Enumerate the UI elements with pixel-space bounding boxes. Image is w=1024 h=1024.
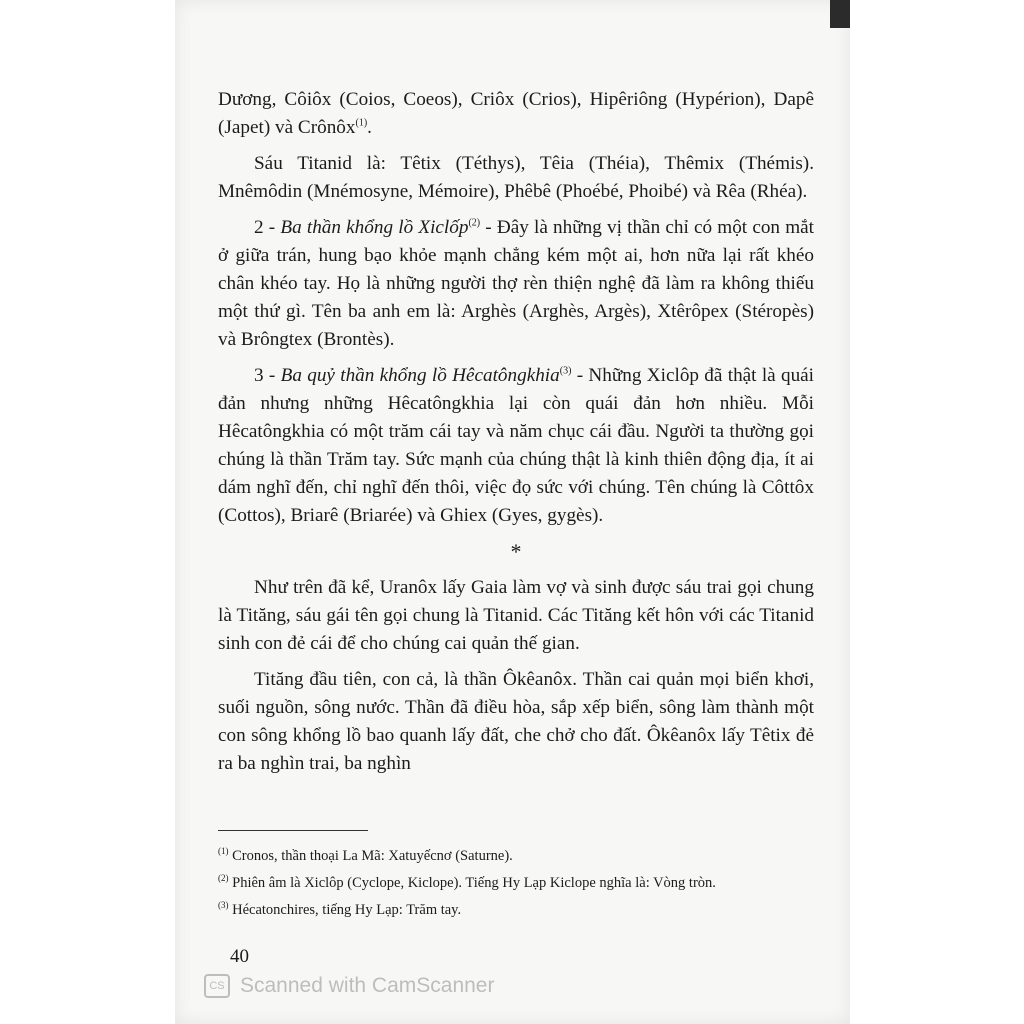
footnote-text: Hécatonchires, tiếng Hy Lạp: Trăm tay.: [228, 901, 462, 918]
text-run: *: [510, 539, 522, 564]
footnote: [218, 895, 814, 920]
footnote-ref: (1): [355, 117, 368, 129]
footnote-text: Cronos, thần thoại La Mã: Xatuyếcnơ (Saturne).: [228, 847, 513, 864]
footnote-mark: (3): [218, 899, 229, 910]
footnote-ref: (2): [468, 217, 481, 229]
text-run: Dương, Côiôx (Coios, Coeos), Criôx (Crios), Hipêriông (Hypérion), Dapê (Japet) và Crônôx: [218, 89, 814, 138]
section-heading: Ba quỷ thần khổng lồ Hêcatôngkhia: [280, 365, 560, 386]
page-number: 40: [230, 946, 249, 967]
paragraph: [218, 214, 814, 354]
footnote-text: Phiên âm là Xiclôp (Cyclope, Kiclope). Tiếng Hy Lạp Kiclope nghĩa là: Vòng tròn.: [228, 874, 716, 891]
background-right: [850, 0, 1024, 1024]
background-left: [0, 0, 175, 1024]
text-run: 2 -: [254, 217, 281, 238]
footnote-mark: (2): [218, 872, 229, 883]
text-run: Như trên đã kể, Uranôx lấy Gaia làm vợ và sinh được sáu trai gọi chung là Tităng, sáu gái tên gọi chung là Titanid. Các Tităng kết hôn với các Titanid sinh con đẻ cái để cho chúng cai quản thế gian.: [218, 577, 814, 654]
footnote-list: [218, 841, 814, 919]
footnote: [218, 868, 814, 893]
section-heading: Ba thần khổng lồ Xiclốp: [280, 217, 469, 238]
watermark-text: Scanned with CamScanner: [240, 974, 495, 997]
text-run: - Đây là những vị thần chỉ có một con mắt ở giữa trán, hung bạo khỏe mạnh chẳng kém một ai, hơn nữa lại rất khéo chân khéo tay. Họ là những người thợ rèn thiện nghệ đã làm ra không thiếu một thứ gì. Tên ba anh em là: Arghès (Arghès, Argès), Xtêrôpex (Stéropès) và Brôngtex (Brontès).: [218, 217, 814, 350]
text-run: Tităng đầu tiên, con cả, là thần Ôkêanôx. Thần cai quản mọi biển khơi, suối nguồn, sông nước. Thần đã điều hòa, sắp xếp biển, sông làm thành một con sông khổng lồ bao quanh lấy đất, che chở cho đất. Ôkêanôx lấy Têtix đẻ ra ba nghìn trai, ba nghìn: [218, 669, 814, 774]
footnote-mark: (1): [218, 846, 229, 856]
camscanner-watermark: [204, 973, 494, 999]
footnote-ref: (3): [559, 365, 572, 377]
paragraph: [218, 362, 814, 530]
text-run: 3 -: [254, 365, 281, 386]
paragraph: [218, 86, 814, 142]
footnote: [218, 841, 814, 866]
paragraph: [218, 666, 814, 778]
text-run: - Những Xiclôp đã thật là quái đản nhưng những Hêcatôngkhia lại còn quái đản hơn nhiều. Mỗi Hêcatôngkhia có một trăm cái tay và năm chục cái đầu. Người ta thường gọi chúng là thần Trăm tay. Sức mạnh của chúng thật là kinh thiên động địa, ít ai dám nghĩ đến, chỉ nghĩ đến thôi, việc đọ sức với chúng. Tên chúng là Côttôx (Cottos), Briarê (Briarée) và Ghiex (Gyes, gygès).: [218, 365, 815, 526]
text-run: .: [367, 117, 372, 138]
section-separator: [218, 538, 814, 566]
footnotes: [218, 830, 814, 921]
body-text: [218, 86, 814, 786]
text-run: Sáu Titanid là: Têtix (Téthys), Têia (Théia), Thêmix (Thémis). Mnêmôdin (Mnémosyne, Mémoire), Phêbê (Phoébé, Phoibé) và Rêa (Rhéa).: [218, 153, 814, 202]
camscanner-logo-icon: CS: [204, 974, 230, 998]
page-edge: [830, 0, 850, 28]
footnote-rule: [218, 830, 368, 831]
paragraph: [218, 150, 814, 206]
paragraph: [218, 574, 814, 658]
